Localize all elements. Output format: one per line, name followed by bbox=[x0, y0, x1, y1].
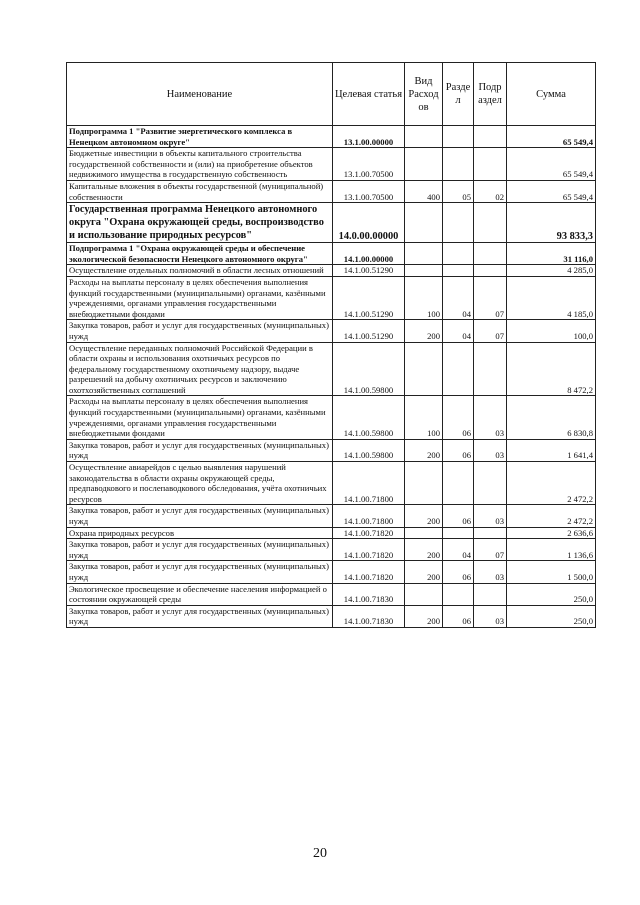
table-row bbox=[67, 180, 596, 202]
cell-expense-type bbox=[405, 148, 443, 181]
cell-expense-type bbox=[405, 126, 443, 148]
cell-target-article: 14.1.00.71830 bbox=[333, 583, 405, 605]
cell-subsection: 03 bbox=[474, 605, 507, 627]
cell-expense-type: 200 bbox=[405, 439, 443, 461]
cell-name: Закупка товаров, работ и услуг для государственных (муниципальных) нужд bbox=[67, 505, 333, 527]
cell-expense-type: 200 bbox=[405, 561, 443, 583]
cell-target-article: 14.1.00.51290 bbox=[333, 320, 405, 342]
cell-subsection bbox=[474, 462, 507, 505]
cell-sum: 8 472,2 bbox=[507, 342, 596, 396]
cell-target-article: 14.1.00.71800 bbox=[333, 505, 405, 527]
cell-target-article: 14.1.00.59800 bbox=[333, 396, 405, 439]
cell-section: 04 bbox=[443, 320, 474, 342]
cell-subsection bbox=[474, 126, 507, 148]
cell-sum: 65 549,4 bbox=[507, 148, 596, 181]
cell-section bbox=[443, 462, 474, 505]
cell-name: Осуществление авиарейдов с целью выявления нарушений законодательства в области охраны окружающей среды, предпаводкового и послепаводкового обследования, учёта охотничьих ресурсов bbox=[67, 462, 333, 505]
cell-expense-type: 100 bbox=[405, 396, 443, 439]
cell-section bbox=[443, 342, 474, 396]
cell-subsection: 03 bbox=[474, 561, 507, 583]
cell-target-article: 14.1.00.71820 bbox=[333, 527, 405, 539]
cell-expense-type: 200 bbox=[405, 605, 443, 627]
header-expense-type: Вид Расход ов bbox=[405, 63, 443, 126]
cell-subsection bbox=[474, 265, 507, 277]
cell-name: Закупка товаров, работ и услуг для государственных (муниципальных) нужд bbox=[67, 439, 333, 461]
cell-target-article: 13.1.00.70500 bbox=[333, 180, 405, 202]
cell-subsection bbox=[474, 243, 507, 265]
cell-expense-type bbox=[405, 203, 443, 243]
cell-section bbox=[443, 527, 474, 539]
cell-sum: 6 830,8 bbox=[507, 396, 596, 439]
header-target-article: Целевая статья bbox=[333, 63, 405, 126]
cell-target-article: 14.1.00.71830 bbox=[333, 605, 405, 627]
cell-name: Осуществление отдельных полномочий в области лесных отношений bbox=[67, 265, 333, 277]
cell-section bbox=[443, 126, 474, 148]
header-sum: Сумма bbox=[507, 63, 596, 126]
header-subsection: Подр аздел bbox=[474, 63, 507, 126]
table-row bbox=[67, 276, 596, 319]
cell-name: Экологическое просвещение и обеспечение населения информацией о состоянии окружающей среды bbox=[67, 583, 333, 605]
cell-expense-type: 400 bbox=[405, 180, 443, 202]
cell-name: Расходы на выплаты персоналу в целях обеспечения выполнения функций государственными (муниципальными) органами, казёнными учреждениями, органами управления государственными внебюджетными фондами bbox=[67, 396, 333, 439]
table-row bbox=[67, 527, 596, 539]
cell-target-article: 14.1.00.51290 bbox=[333, 276, 405, 319]
table-row bbox=[67, 126, 596, 148]
cell-section bbox=[443, 265, 474, 277]
cell-target-article: 14.0.00.00000 bbox=[333, 203, 405, 243]
cell-name: Осуществление переданных полномочий Российской Федерации в области охраны и использования охотничьих ресурсов по федеральному государственному охотничьему надзору, выдаче разрешений на добычу охотничьих ресурсов и заключению охотхозяйственных соглашений bbox=[67, 342, 333, 396]
cell-sum: 93 833,3 bbox=[507, 203, 596, 243]
table-row bbox=[67, 203, 596, 243]
cell-sum: 1 641,4 bbox=[507, 439, 596, 461]
cell-name: Бюджетные инвестиции в объекты капитального строительства государственной собственности и (или) на приобретение объектов недвижимого имущества в государственную собственность bbox=[67, 148, 333, 181]
cell-target-article: 14.1.00.71820 bbox=[333, 539, 405, 561]
table-row bbox=[67, 396, 596, 439]
cell-sum: 1 136,6 bbox=[507, 539, 596, 561]
cell-target-article: 14.1.00.71820 bbox=[333, 561, 405, 583]
cell-section bbox=[443, 243, 474, 265]
cell-name: Охрана природных ресурсов bbox=[67, 527, 333, 539]
cell-expense-type bbox=[405, 462, 443, 505]
cell-name: Подпрограмма 1 "Развитие энергетического комплекса в Ненецком автономном округе" bbox=[67, 126, 333, 148]
table-row bbox=[67, 148, 596, 181]
cell-sum: 65 549,4 bbox=[507, 180, 596, 202]
table-row bbox=[67, 320, 596, 342]
table-row bbox=[67, 243, 596, 265]
cell-name: Закупка товаров, работ и услуг для государственных (муниципальных) нужд bbox=[67, 320, 333, 342]
cell-subsection: 03 bbox=[474, 439, 507, 461]
cell-section: 04 bbox=[443, 539, 474, 561]
cell-name: Государственная программа Ненецкого автономного округа "Охрана окружающей среды, воспроизводство и использование природных ресурсов" bbox=[67, 203, 333, 243]
cell-section: 06 bbox=[443, 396, 474, 439]
cell-sum: 31 116,0 bbox=[507, 243, 596, 265]
table-row bbox=[67, 342, 596, 396]
cell-target-article: 14.1.00.59800 bbox=[333, 342, 405, 396]
cell-expense-type: 200 bbox=[405, 320, 443, 342]
cell-name: Капитальные вложения в объекты государственной (муниципальной) собственности bbox=[67, 180, 333, 202]
cell-expense-type bbox=[405, 265, 443, 277]
cell-sum: 1 500,0 bbox=[507, 561, 596, 583]
cell-subsection: 03 bbox=[474, 396, 507, 439]
cell-section: 06 bbox=[443, 439, 474, 461]
cell-target-article: 14.1.00.71800 bbox=[333, 462, 405, 505]
cell-expense-type bbox=[405, 527, 443, 539]
cell-section bbox=[443, 583, 474, 605]
header-name: Наименование bbox=[67, 63, 333, 126]
cell-section bbox=[443, 203, 474, 243]
cell-subsection bbox=[474, 583, 507, 605]
cell-section bbox=[443, 148, 474, 181]
cell-sum: 4 185,0 bbox=[507, 276, 596, 319]
cell-sum: 2 472,2 bbox=[507, 462, 596, 505]
cell-sum: 65 549,4 bbox=[507, 126, 596, 148]
table-row bbox=[67, 583, 596, 605]
cell-expense-type bbox=[405, 342, 443, 396]
cell-section: 05 bbox=[443, 180, 474, 202]
header-section: Разде л bbox=[443, 63, 474, 126]
cell-subsection: 07 bbox=[474, 320, 507, 342]
cell-name: Подпрограмма 1 "Охрана окружающей среды и обеспечение экологической безопасности Ненецкого автономного округа" bbox=[67, 243, 333, 265]
table-row bbox=[67, 265, 596, 277]
cell-sum: 100,0 bbox=[507, 320, 596, 342]
cell-name: Закупка товаров, работ и услуг для государственных (муниципальных) нужд bbox=[67, 605, 333, 627]
cell-subsection bbox=[474, 148, 507, 181]
cell-section: 06 bbox=[443, 605, 474, 627]
cell-sum: 4 285,0 bbox=[507, 265, 596, 277]
cell-subsection: 07 bbox=[474, 539, 507, 561]
cell-target-article: 13.1.00.70500 bbox=[333, 148, 405, 181]
table-row bbox=[67, 505, 596, 527]
cell-subsection bbox=[474, 527, 507, 539]
cell-sum: 2 636,6 bbox=[507, 527, 596, 539]
cell-expense-type bbox=[405, 243, 443, 265]
table-row bbox=[67, 462, 596, 505]
cell-expense-type: 200 bbox=[405, 505, 443, 527]
table-row bbox=[67, 539, 596, 561]
table-body bbox=[67, 126, 596, 628]
cell-subsection bbox=[474, 203, 507, 243]
cell-target-article: 14.1.00.51290 bbox=[333, 265, 405, 277]
cell-subsection: 03 bbox=[474, 505, 507, 527]
table-row bbox=[67, 439, 596, 461]
cell-target-article: 14.1.00.00000 bbox=[333, 243, 405, 265]
cell-section: 04 bbox=[443, 276, 474, 319]
table-header-row bbox=[67, 63, 596, 126]
cell-sum: 250,0 bbox=[507, 605, 596, 627]
cell-expense-type: 200 bbox=[405, 539, 443, 561]
cell-target-article: 13.1.00.00000 bbox=[333, 126, 405, 148]
cell-expense-type bbox=[405, 583, 443, 605]
cell-name: Закупка товаров, работ и услуг для государственных (муниципальных) нужд bbox=[67, 539, 333, 561]
page-number: 20 bbox=[313, 846, 327, 861]
budget-table bbox=[66, 62, 596, 628]
cell-target-article: 14.1.00.59800 bbox=[333, 439, 405, 461]
cell-section: 06 bbox=[443, 505, 474, 527]
cell-section: 06 bbox=[443, 561, 474, 583]
cell-name: Закупка товаров, работ и услуг для государственных (муниципальных) нужд bbox=[67, 561, 333, 583]
table-row bbox=[67, 561, 596, 583]
cell-name: Расходы на выплаты персоналу в целях обеспечения выполнения функций государственными (муниципальными) органами, казёнными учреждениями, органами управления государственными внебюджетными фондами bbox=[67, 276, 333, 319]
cell-subsection: 02 bbox=[474, 180, 507, 202]
cell-sum: 2 472,2 bbox=[507, 505, 596, 527]
cell-subsection: 07 bbox=[474, 276, 507, 319]
table-row bbox=[67, 605, 596, 627]
cell-sum: 250,0 bbox=[507, 583, 596, 605]
cell-subsection bbox=[474, 342, 507, 396]
cell-expense-type: 100 bbox=[405, 276, 443, 319]
